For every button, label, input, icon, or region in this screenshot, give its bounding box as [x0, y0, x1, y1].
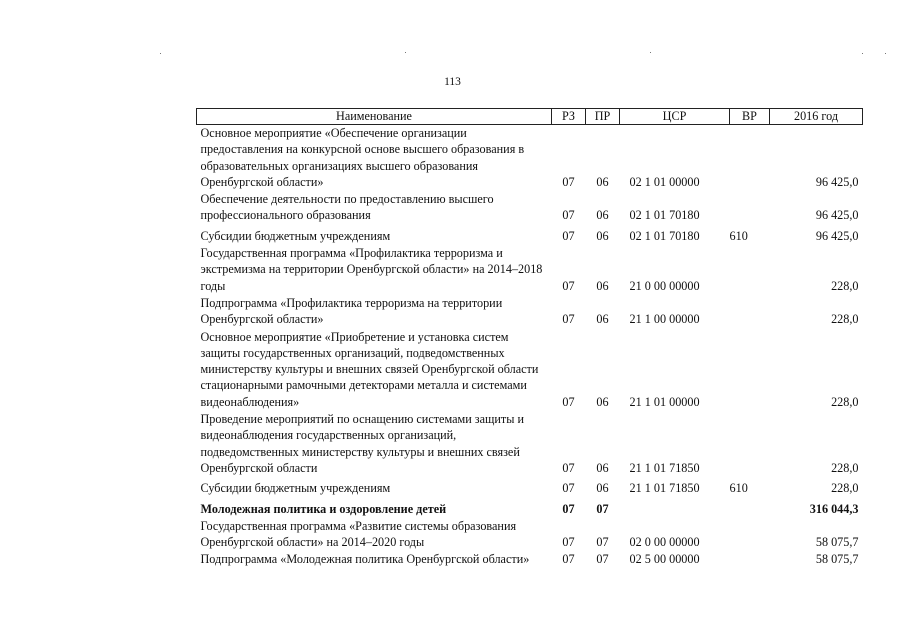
row-vr — [730, 295, 770, 329]
header-csr: ЦСР — [620, 109, 730, 125]
row-rz: 07 — [562, 460, 575, 475]
row-vr — [730, 518, 770, 552]
row-sum: 96 425,0 — [815, 228, 859, 243]
row-vr — [730, 191, 770, 225]
row-name: Субсидии бюджетным учреждениям — [200, 228, 391, 243]
row-vr: 610 — [729, 481, 748, 496]
row-vr — [730, 551, 770, 568]
table-row — [197, 518, 863, 552]
row-pr: 06 — [596, 481, 609, 496]
scan-speck — [405, 52, 406, 53]
row-vr: 610 — [729, 228, 748, 243]
row-rz: 07 — [562, 552, 575, 567]
header-sum: 2016 год — [770, 109, 863, 125]
row-pr: 06 — [596, 460, 609, 475]
table-row — [197, 225, 863, 245]
row-pr: 06 — [596, 174, 609, 189]
table-row — [197, 295, 863, 329]
row-csr: 21 1 01 00000 — [629, 394, 700, 409]
row-csr: 02 1 01 70180 — [629, 228, 700, 243]
row-csr: 21 1 01 71850 — [629, 481, 700, 496]
row-sum: 58 075,7 — [815, 552, 859, 567]
row-rz: 07 — [562, 208, 575, 223]
scan-speck — [650, 52, 651, 53]
scan-speck — [862, 53, 863, 54]
table-row — [197, 411, 863, 477]
table-row — [197, 245, 863, 295]
row-csr: 02 1 01 70180 — [629, 208, 700, 223]
row-sum: 228,0 — [831, 460, 859, 475]
row-csr: 02 5 00 00000 — [629, 552, 700, 567]
row-pr: 06 — [596, 278, 609, 293]
row-rz: 07 — [562, 228, 575, 243]
table-row — [197, 191, 863, 225]
row-vr — [730, 329, 770, 411]
row-rz: 07 — [562, 278, 575, 293]
row-rz: 07 — [562, 501, 575, 516]
row-csr: 21 1 01 71850 — [629, 460, 700, 475]
row-name: Основное мероприятие «Обеспечение организации предоставления на конкурсной основе высшего образования в образовательных организациях высшего образования Оренбургской области» — [200, 126, 525, 189]
row-name: Обеспечение деятельности по предоставлению высшего профессионального образования — [200, 192, 494, 223]
row-sum: 228,0 — [831, 278, 859, 293]
row-pr: 06 — [596, 394, 609, 409]
row-name: Государственная программа «Профилактика терроризма и экстремизма на территории Оренбургской области» на 2014–2018 годы — [200, 246, 543, 293]
row-name: Молодежная политика и оздоровление детей — [200, 501, 447, 516]
scan-speck — [885, 53, 886, 54]
header-rz: РЗ — [552, 109, 586, 125]
row-pr: 07 — [596, 501, 609, 516]
row-rz: 07 — [562, 174, 575, 189]
row-rz: 07 — [562, 312, 575, 327]
row-csr: 02 1 01 00000 — [629, 174, 700, 189]
row-pr: 06 — [596, 312, 609, 327]
row-sum: 228,0 — [831, 481, 859, 496]
header-name: Наименование — [197, 109, 552, 125]
row-pr: 06 — [596, 208, 609, 223]
table-row — [197, 551, 863, 568]
table-row-section — [197, 498, 863, 518]
row-pr: 07 — [596, 535, 609, 550]
row-vr — [730, 245, 770, 295]
row-rz: 07 — [562, 394, 575, 409]
page-number: 113 — [444, 76, 461, 88]
row-vr — [730, 411, 770, 477]
row-name: Основное мероприятие «Приобретение и установка систем защиты государственных организаций, подведомственных министерству культуры и внешних связей Оренбургской области стационарными рамочными детекторами металла и системами видеонаблюдения» — [200, 329, 539, 409]
scan-speck — [160, 53, 161, 54]
row-sum: 316 044,3 — [809, 501, 859, 516]
row-name: Субсидии бюджетным учреждениям — [200, 481, 391, 496]
row-sum: 228,0 — [831, 394, 859, 409]
row-name: Подпрограмма «Молодежная политика Оренбургской области» — [200, 552, 530, 567]
row-name: Проведение мероприятий по оснащению системами защиты и видеонаблюдения государственных организаций, подведомственных министерству культуры и внешних связей Оренбургской области — [200, 412, 525, 475]
table-row — [197, 329, 863, 411]
table-row — [197, 125, 863, 192]
row-csr: 21 0 00 00000 — [629, 278, 700, 293]
header-pr: ПР — [586, 109, 620, 125]
row-csr: 21 1 00 00000 — [629, 312, 700, 327]
row-pr: 07 — [596, 552, 609, 567]
row-csr: 02 0 00 00000 — [629, 535, 700, 550]
row-csr — [620, 498, 730, 518]
row-sum: 96 425,0 — [815, 208, 859, 223]
row-name: Подпрограмма «Профилактика терроризма на территории Оренбургской области» — [200, 295, 503, 327]
budget-table — [196, 108, 863, 569]
row-pr: 06 — [596, 228, 609, 243]
row-rz: 07 — [562, 535, 575, 550]
header-vr: ВР — [730, 109, 770, 125]
table-row — [197, 477, 863, 497]
row-sum: 96 425,0 — [815, 174, 859, 189]
table-header-row — [197, 109, 863, 125]
row-name: Государственная программа «Развитие системы образования Оренбургской области» на 2014–2020 годы — [200, 518, 517, 550]
row-vr — [730, 498, 770, 518]
row-sum: 228,0 — [831, 312, 859, 327]
row-rz: 07 — [562, 481, 575, 496]
row-vr — [730, 125, 770, 192]
row-sum: 58 075,7 — [815, 535, 859, 550]
